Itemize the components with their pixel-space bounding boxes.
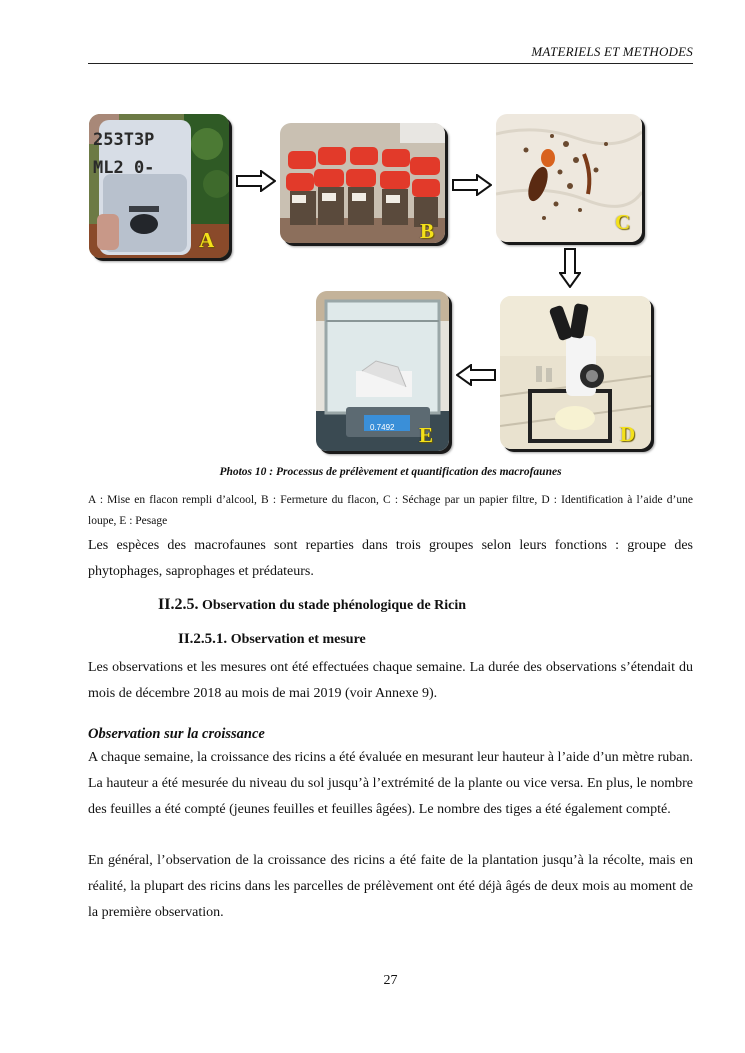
- section-heading: [158, 596, 466, 614]
- paragraph-observations: Les observations et les mesures ont été effectuées chaque semaine. La durée des observations s’étendait du mois de décembre 2018 au mois de mai 2019 (voir Annexe 9).: [88, 660, 693, 701]
- arrow-down-icon: [559, 248, 581, 288]
- photo-b: [280, 123, 445, 243]
- arrow-right-icon: [452, 174, 492, 196]
- photo-a-label: A: [199, 228, 215, 252]
- photo-d: [500, 296, 651, 449]
- photo-d-label: D: [620, 422, 636, 446]
- photo-a: [89, 114, 229, 258]
- arrow-left-icon: [456, 364, 496, 386]
- figure-legend: A : Mise en flacon rempli d’alcool, B : Fermeture du flacon, C : Séchage par un papier filtre, D : Identification à l’aide d’une loupe, E : Pesage: [88, 494, 693, 527]
- page-number: 27: [383, 973, 398, 988]
- subsection-heading: [178, 631, 366, 648]
- photo-e: [316, 291, 449, 451]
- arrow-right-icon: [236, 170, 276, 192]
- subsection-title: Observation et mesure: [230, 632, 366, 647]
- paragraph-groups: Les espèces des macrofaunes sont reparties dans trois groupes selon leurs fonctions : groupe des phytophages, saprophages et prédateurs.: [88, 538, 693, 579]
- section-number: II.2.5.: [158, 596, 199, 613]
- paragraph-growth-measure: A chaque semaine, la croissance des ricins a été évaluée en mesurant leur hauteur à l’aide d’un mètre ruban. La hauteur a été mesurée du niveau du sol jusqu’à l’extrémité de la plante ou vice versa. En plus, le nombre des feuilles a été compté (jeunes feuilles et feuilles âgées). Le nombre des tiges a été également compté.: [88, 750, 693, 817]
- photo-b-label: B: [420, 219, 435, 243]
- balance-readout: 0.7492: [370, 423, 395, 432]
- subheading-growth: Observation sur la croissance: [88, 726, 265, 742]
- paragraph-growth-general: En général, l’observation de la croissance des ricins a été faite de la plantation jusqu’à la récolte, mais en réalité, la plupart des ricins dans les parcelles de prélèvement ont été déjà âgés de deux mois au moment de la première observation.: [88, 853, 693, 920]
- vial-text-line1: 253T3P: [93, 130, 155, 150]
- photo-e-label: E: [419, 423, 434, 447]
- subsection-number: II.2.5.1.: [178, 631, 228, 647]
- running-header: MATERIELS ET METHODES: [531, 44, 693, 59]
- section-title: Observation du stade phénologique de Ricin: [201, 598, 467, 613]
- photo-c-label: C: [615, 210, 631, 234]
- vial-text-line2: ML2 0-: [93, 158, 155, 178]
- figure-caption: Photos 10 : Processus de prélèvement et quantification des macrofaunes: [219, 466, 562, 478]
- header-rule: [88, 63, 693, 64]
- photo-c: [496, 114, 642, 242]
